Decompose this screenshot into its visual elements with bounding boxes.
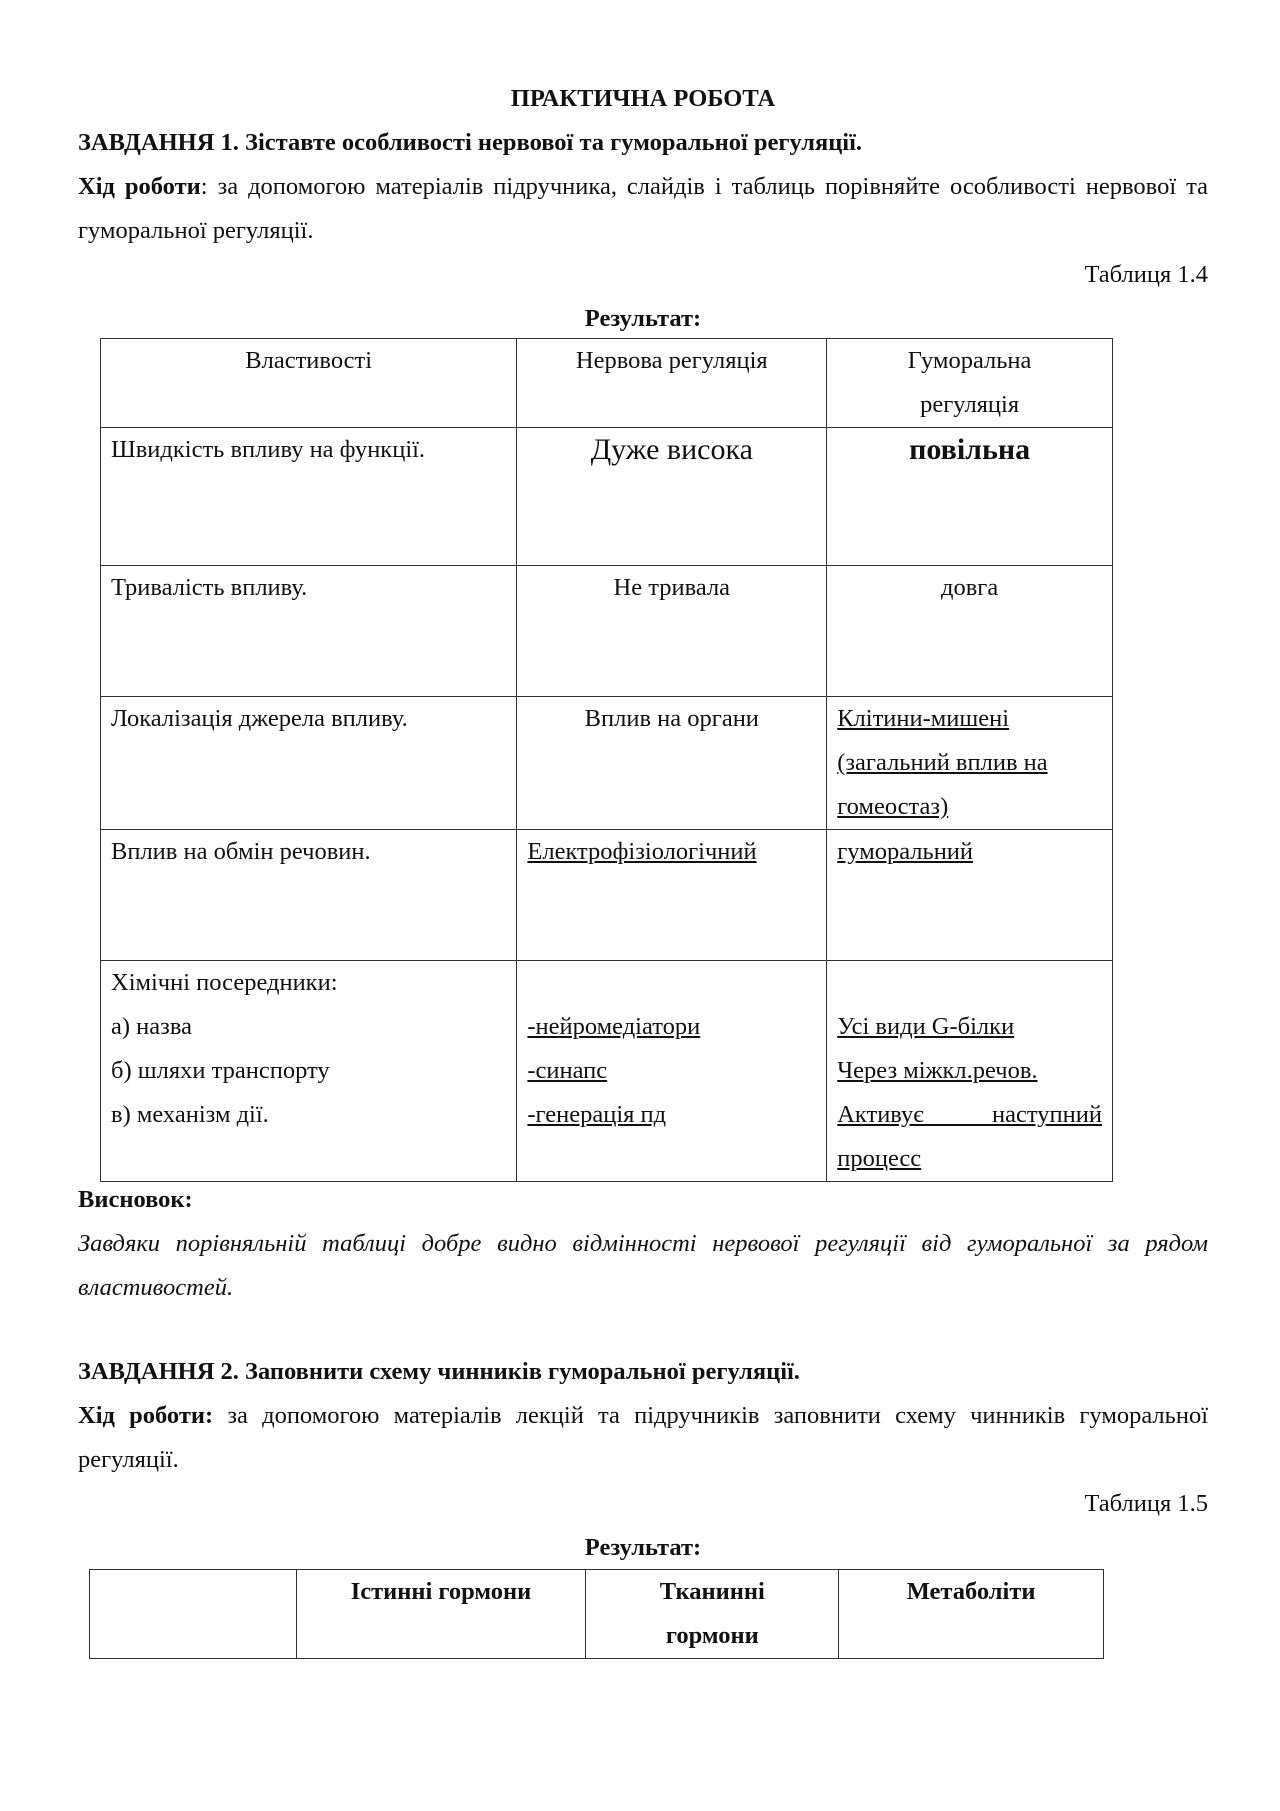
col-header-metabolites: Метаболіти <box>839 1570 1104 1659</box>
col-header-properties: Властивості <box>101 339 517 428</box>
task1-result-label: Результат: <box>584 305 702 332</box>
cell-nervous-chem <box>517 961 827 1182</box>
col-header-humoral: Гуморальна регуляція <box>827 339 1113 428</box>
cell-humoral: довга <box>827 566 1113 697</box>
cell-property: Швидкість впливу на функції. <box>101 428 517 566</box>
cell-humoral-chem <box>827 961 1113 1182</box>
table-header-row <box>90 1570 1104 1659</box>
table-header-row <box>101 339 1113 428</box>
col-header-tissue-hormones: Тканинні гормони <box>586 1570 839 1659</box>
task1-heading: ЗАВДАННЯ 1. Зіставте особливості нервової та гуморальної регуляції. <box>78 129 863 156</box>
task2-table-caption: Таблиця 1.5 <box>1084 1490 1208 1517</box>
conclusion-label: Висновок: <box>78 1186 193 1213</box>
chem-line: Активує наступний процесс <box>837 1101 1102 1172</box>
cell-property: Тривалість впливу. <box>101 566 517 697</box>
cell-nervous: Не тривала <box>517 566 827 697</box>
cell-property: Локалізація джерела впливу. <box>101 697 517 830</box>
table-row <box>101 566 1113 697</box>
cell-humoral: повільна <box>827 428 1113 566</box>
table-row <box>101 697 1113 830</box>
task1-procedure <box>78 165 1208 253</box>
chem-line: -синапс <box>527 1057 608 1084</box>
task2-procedure-label: Хід роботи: <box>78 1402 214 1429</box>
task1-table-caption: Таблиця 1.4 <box>1084 261 1208 288</box>
cell-nervous: Дуже висока <box>517 428 827 566</box>
task2-block <box>78 1350 1208 1570</box>
task2-procedure <box>78 1394 1208 1482</box>
cell-humoral: гуморальний <box>827 830 1113 961</box>
task2-procedure-text: за допомогою матеріалів лекцій та підручників заповнити схему чинників гуморальної регуляції. <box>78 1402 1208 1473</box>
task1-procedure-text: : за допомогою матеріалів підручника, слайдів і таблиць порівняйте особливості нервової та гуморальної регуляції. <box>78 173 1208 244</box>
chem-line: б) шляхи транспорту <box>111 1057 330 1084</box>
table-row <box>101 428 1113 566</box>
chem-line: Хімічні посередники: <box>111 969 338 996</box>
cell-property-chem <box>101 961 517 1182</box>
cell-nervous: Вплив на органи <box>517 697 827 830</box>
page-header <box>78 70 1208 341</box>
conclusion-text: Завдяки порівняльній таблиці добре видно відмінності нервової регуляції від гуморальної за рядом властивостей. <box>78 1230 1208 1301</box>
col-header-nervous: Нервова регуляція <box>517 339 827 428</box>
cell-humoral: Клітини-мишені (загальний вплив на гомеостаз) <box>827 697 1113 830</box>
page-title: ПРАКТИЧНА РОБОТА <box>510 85 776 112</box>
task2-heading: ЗАВДАННЯ 2. Заповнити схему чинників гуморальної регуляції. <box>78 1358 800 1385</box>
chem-line: в) механізм дії. <box>111 1101 269 1128</box>
chem-line: Через міжкл.речов. <box>837 1057 1038 1084</box>
col-header-true-hormones: Істинні гормони <box>296 1570 586 1659</box>
task1-procedure-label: Хід роботи <box>78 173 201 200</box>
col-header-empty <box>90 1570 297 1659</box>
table-row-chemical <box>101 961 1113 1182</box>
chem-line: -генерація пд <box>527 1101 667 1128</box>
task2-result-label: Результат: <box>584 1534 702 1561</box>
chem-line: -нейромедіатори <box>527 1013 701 1040</box>
chem-line: а) назва <box>111 1013 192 1040</box>
chem-line: Усі види G-білки <box>837 1013 1015 1040</box>
table-row <box>101 830 1113 961</box>
cell-nervous: Електрофізіологічний <box>517 830 827 961</box>
cell-property: Вплив на обмін речовин. <box>101 830 517 961</box>
conclusion-block <box>78 1178 1208 1310</box>
table-1-5 <box>89 1569 1104 1659</box>
table-1-4 <box>100 338 1113 1182</box>
